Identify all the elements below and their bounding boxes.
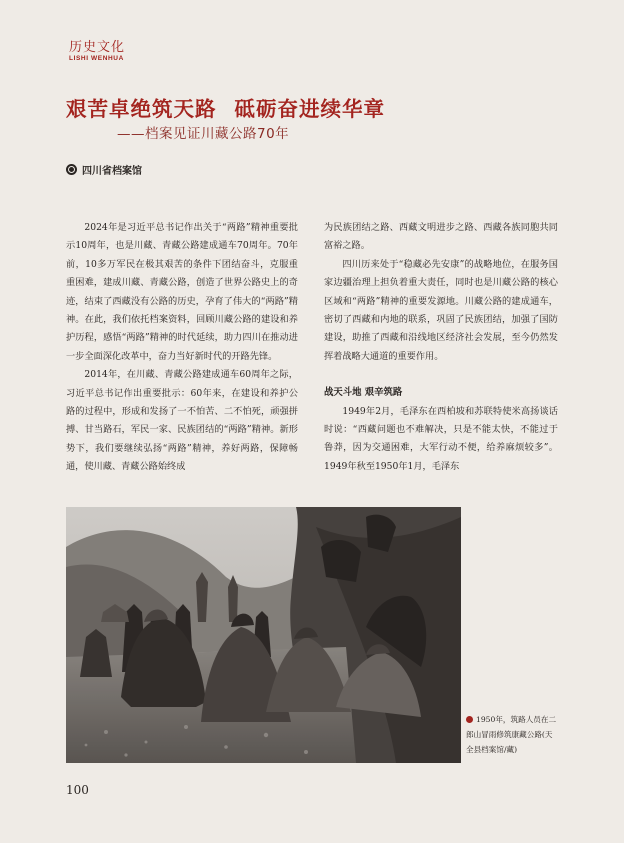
title-part-1: 艰苦卓绝筑天路 [66, 97, 217, 121]
photo-caption [466, 712, 559, 757]
article-title [66, 92, 385, 122]
caption-bullet-icon [466, 716, 473, 723]
paragraph: 四川历来处于“稳藏必先安康”的战略地位，在服务国家边疆治理上担负着重大责任，同时也是川藏公路的核心区域和“两路”精神的重要发源地。川藏公路的建成通车，密切了西藏和内地的联系，巩固了民族团结，加强了国防建设，助推了西藏和沿线地区经济社会发展，至今仍然发挥着战略大通道的重要作用。 [324, 258, 558, 362]
page-number: 100 [66, 783, 89, 797]
historical-photo [66, 507, 461, 763]
source-name: 四川省档案馆 [82, 166, 142, 177]
bullet-icon [66, 164, 77, 175]
title-part-2: 砥砺奋进续华章 [234, 97, 385, 121]
left-column [66, 219, 298, 477]
column-name-pinyin: LISHI WENHUA [69, 55, 124, 62]
section-heading: 战天斗地 艰辛筑路 [324, 387, 403, 399]
column-name: 历史文化 [69, 40, 126, 55]
article-subtitle: ——档案见证川藏公路70年 [117, 126, 290, 142]
caption-text: 1950年，筑路人员在二郎山冒雨修筑康藏公路(天全县档案馆/藏) [466, 715, 557, 754]
paragraph: 1949年2月，毛泽东在西柏坡和苏联特使米高扬谈话时说：“西藏问题也不难解决，只是不能太快，不能过于鲁莽，因为交通困难，大军行动不便，给养麻烦较多”。1949年秋至1950年1月，毛泽东 [324, 405, 558, 472]
road-workers-photo [66, 507, 461, 763]
right-column [324, 219, 558, 476]
article-source [66, 162, 142, 177]
column-tag [69, 40, 125, 63]
paragraph: 2014年，在川藏、青藏公路建成通车60周年之际，习近平总书记作出重要批示：60年来，在建设和养护公路的过程中，形成和发扬了一不怕苦、二不怕死，顽强拼搏、甘当路石，军民一家、民族团结的“两路”精神。新形势下，我们要继续弘扬“两路”精神，养好两路，保障畅通，使川藏、青藏公路始终成 [66, 369, 298, 473]
paragraph: 2024年是习近平总书记作出关于“两路”精神重要批示10周年，也是川藏、青藏公路建成通车70周年。70年前，10多万军民在极其艰苦的条件下团结奋斗，克服重重困难，建成川藏、青藏公路，创造了世界公路史上的奇迹，结束了西藏没有公路的历史，孕育了伟大的“两路”精神。在此，我们依托档案资料，回顾川藏公路的建设和养护历程，感悟“两路”精神的时代延续，助力四川在推动进一步全面深化改革中，奋力当好新时代的开路先锋。 [66, 222, 298, 362]
paragraph-continued: 为民族团结之路、西藏文明进步之路、西藏各族同胞共同富裕之路。 [324, 222, 558, 252]
